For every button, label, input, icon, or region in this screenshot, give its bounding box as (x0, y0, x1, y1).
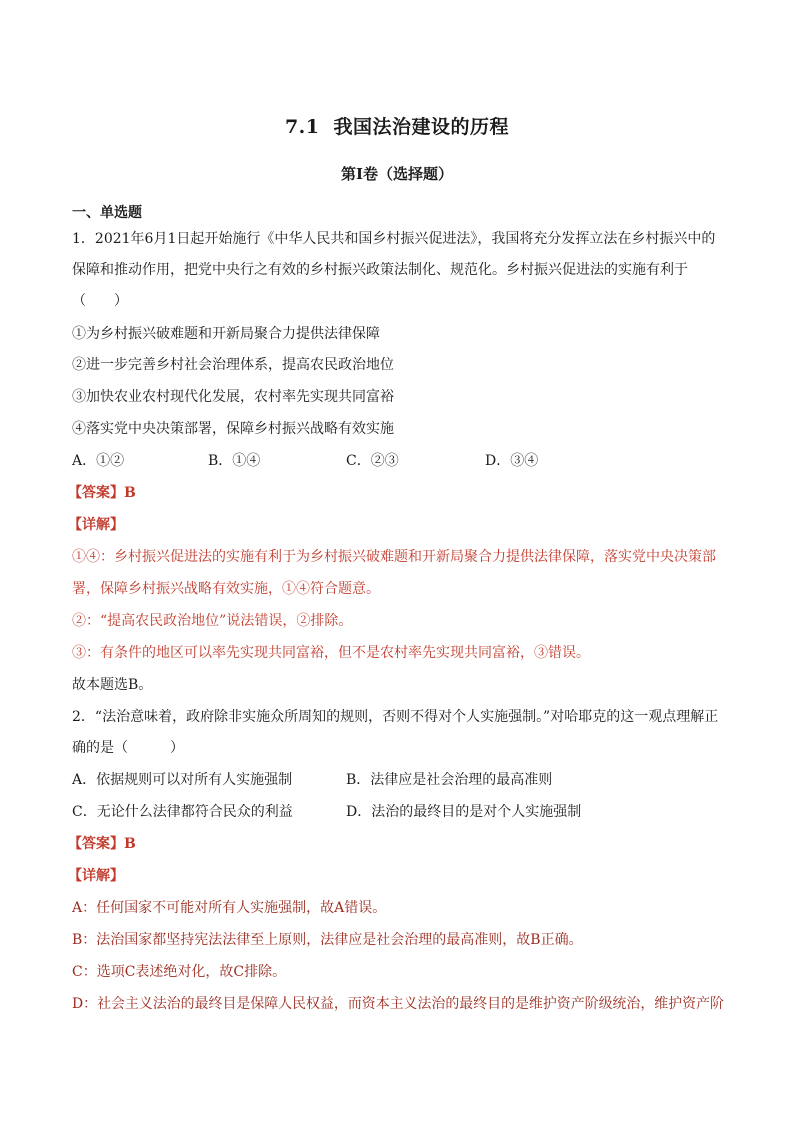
q1-option-b: B．①④ (208, 453, 261, 469)
q1-option-a: A．①② (72, 453, 125, 469)
q2-stem-line1: 2．“法治意味着，政府除非实施众所周知的规则，否则不得对个人实施强制。”对哈耶克的这一观点理解正 (72, 709, 719, 725)
q1-detail-label (68, 515, 124, 535)
q1-stem-line2: 保障和推动作用，把党中央行之有效的乡村振兴政策法制化、规范化。乡村振兴促进法的实施有利于 (72, 262, 688, 278)
q1-explanation-1: ①④：乡村振兴促进法的实施有利于为乡村振兴破难题和开新局聚合力提供法律保障，落实党中央决策部 (72, 549, 716, 565)
page-title (0, 112, 794, 139)
q1-stem-line1: 1．2021年6月1日起开始施行《中华人民共和国乡村振兴促进法》，我国将充分发挥立法在乡村振兴中的 (72, 231, 716, 247)
q1-stem-line3: （ ） (72, 293, 128, 309)
q1-statement-2: ②进一步完善乡村社会治理体系，提高农民政治地位 (72, 357, 394, 373)
title-number: 7.1 (284, 116, 320, 138)
q2-detail-label (68, 866, 124, 886)
q1-option-c: C．②③ (346, 453, 399, 469)
q1-answer-text: 【答案】B (68, 485, 136, 501)
title-text: 我国法治建设的历程 (333, 116, 510, 138)
q2-option-a: A．依据规则可以对所有人实施强制 (72, 772, 293, 788)
q1-conclusion: 故本题选B。 (72, 677, 153, 693)
q2-option-c: C．无论什么法律都符合民众的利益 (72, 804, 293, 820)
q1-answer (68, 483, 136, 503)
q1-explanation-3: ②：“提高农民政治地位”说法错误，②排除。 (72, 613, 353, 629)
q2-option-d: D．法治的最终目的是对个人实施强制 (346, 804, 582, 820)
q1-detail-text: 【详解】 (68, 517, 124, 533)
q2-detail-text: 【详解】 (68, 868, 124, 884)
q1-statement-3: ③加快农业农村现代化发展，农村率先实现共同富裕 (72, 389, 394, 405)
page-subtitle: 第Ⅰ卷（选择题） (340, 165, 454, 183)
q2-explanation-b: B：法治国家都坚持宪法法律至上原则，法律应是社会治理的最高准则，故B正确。 (72, 932, 583, 948)
q2-explanation-a: A：任何国家不可能对所有人实施强制，故A错误。 (72, 900, 387, 916)
q2-explanation-d: D：社会主义法治的最终目是保障人民权益，而资本主义法治的最终目的是维护资产阶级统治，维护资产阶 (72, 996, 724, 1012)
q2-answer-text: 【答案】B (68, 836, 136, 852)
q2-option-b: B．法律应是社会治理的最高准则 (346, 772, 553, 788)
q2-answer (68, 834, 136, 854)
q1-explanation-2: 署，保障乡村振兴战略有效实施，①④符合题意。 (72, 581, 380, 597)
q1-explanation-4: ③：有条件的地区可以率先实现共同富裕，但不是农村率先实现共同富裕，③错误。 (72, 645, 590, 661)
q2-stem-line2: 确的是（ ） (72, 740, 184, 756)
section-heading: 一、单选题 (72, 205, 142, 221)
q1-statement-1: ①为乡村振兴破难题和开新局聚合力提供法律保障 (72, 326, 380, 342)
q2-explanation-c: C：选项C表述绝对化，故C排除。 (72, 964, 287, 980)
q1-statement-4: ④落实党中央决策部署，保障乡村振兴战略有效实施 (72, 421, 394, 437)
q1-option-d: D．③④ (485, 453, 539, 469)
